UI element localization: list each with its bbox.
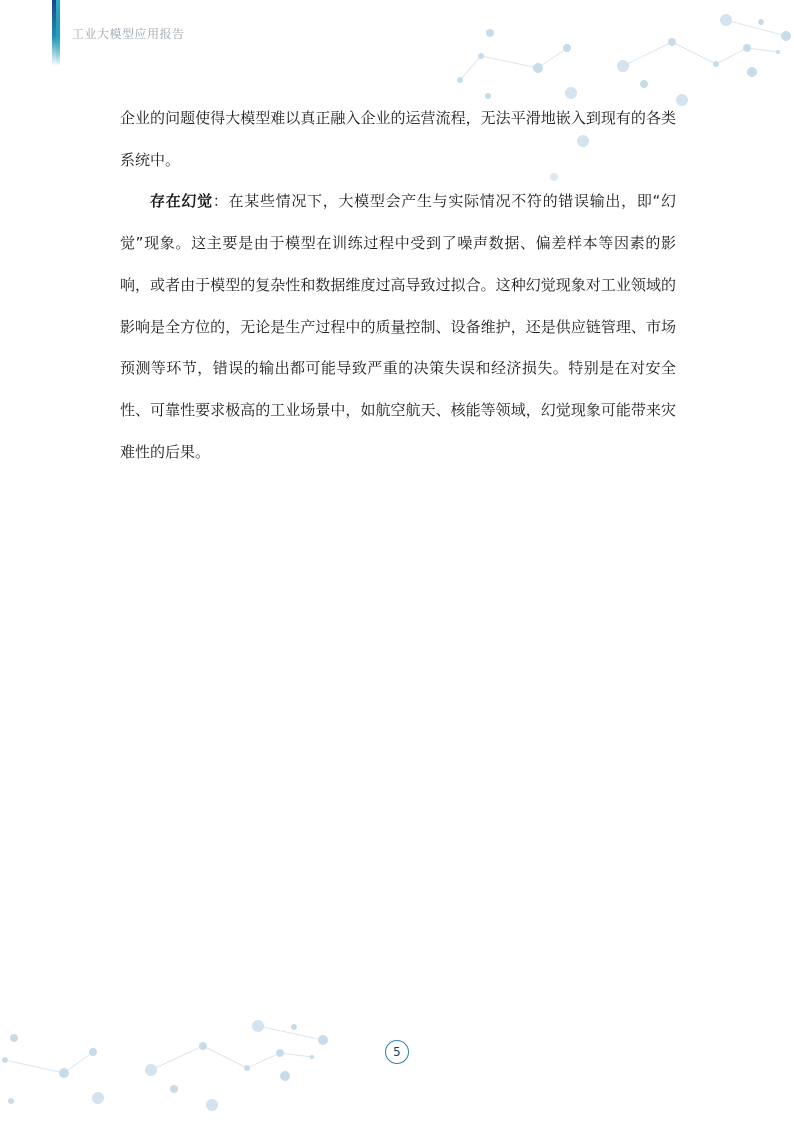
header-accent-stripe — [56, 0, 60, 66]
paragraph-continuation: 企业的问题使得大模型难以真正融入企业的运营流程，无法平滑地嵌入到现有的各类系统中。 — [120, 109, 676, 169]
paragraph-hallucination-text: ：在某些情况下，大模型会产生与实际情况不符的错误输出，即“幻觉”现象。这主要是由于模型在训练过程中受到了噪声数据、偏差样本等因素的影响，或者由于模型的复杂性和数据维度过高导致过拟合。这种幻觉现象对工业领域的影响是全方位的，无论是生产过程中的质量控制、设备维护，还是供应链管理、市场预测等环节，错误的输出都可能导致严重的决策失误和经济损失。特别是在对安全性、可靠性要求极高的工业场景中，如航空航天、核能等领域，幻觉现象可能带来灾难性的后果。 — [120, 192, 676, 461]
body-content — [120, 98, 676, 473]
paragraph-hallucination — [120, 181, 676, 473]
term-hallucination: 存在幻觉 — [150, 192, 213, 211]
page-number: 5 — [385, 1040, 409, 1064]
running-title: 工业大模型应用报告 — [72, 27, 185, 41]
